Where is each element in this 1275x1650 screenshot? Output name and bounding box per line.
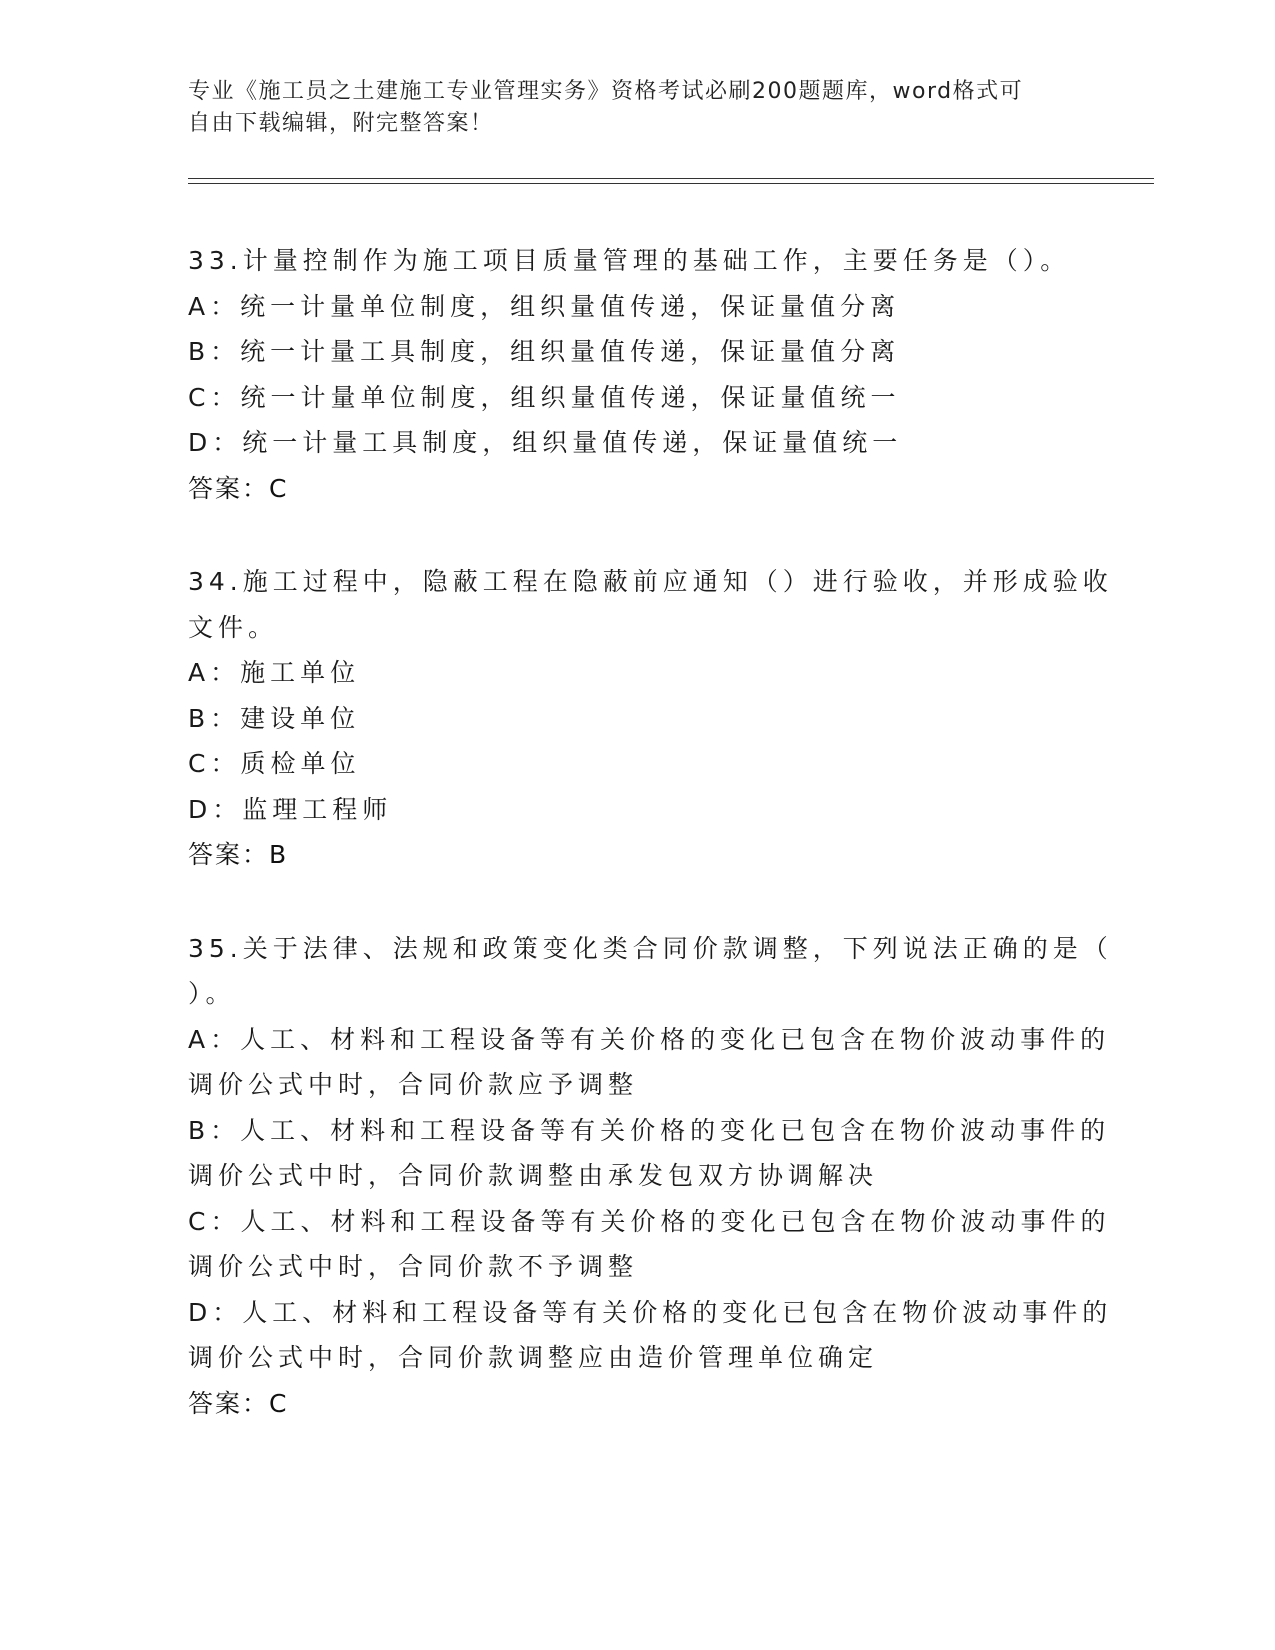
option-d-continued: 调价公式中时，合同价款调整应由造价管理单位确定 (188, 1343, 879, 1372)
question-35 (188, 926, 1113, 1427)
question-stem-continued: ）。 (188, 979, 236, 1008)
option-a: A：施工单位 (188, 658, 361, 687)
option-b: B：统一计量工具制度，组织量值传递，保证量值分离 (188, 337, 901, 366)
header-line: 自由下载编辑，附完整答案！ (188, 111, 494, 136)
answer-label: 答案：C (188, 473, 289, 503)
option-b: B：建设单位 (188, 703, 361, 733)
question-33 (188, 238, 1088, 511)
question-list (188, 238, 1113, 1474)
option-c: C：统一计量单位制度，组织量值传递，保证量值统一 (188, 382, 901, 412)
header-divider-top (188, 178, 1154, 179)
question-stem-continued: 文件。 (188, 612, 279, 642)
option-a: A：统一计量单位制度，组织量值传递，保证量值分离 (188, 291, 901, 321)
option-b: B：人工、材料和工程设备等有关价格的变化已包含在物价波动事件的 (188, 1115, 1111, 1145)
option-c-continued: 调价公式中时，合同价款不予调整 (188, 1252, 639, 1281)
header-line: 专业《施工员之土建施工专业管理实务》资格考试必刷200题题库，word格式可 (188, 79, 1024, 104)
question-stem: 35.关于法律、法规和政策变化类合同价款调整，下列说法正确的是（ (188, 933, 1113, 963)
answer-label: 答案：B (188, 840, 289, 869)
option-d: D：监理工程师 (188, 794, 393, 824)
question-stem: 33.计量控制作为施工项目质量管理的基础工作，主要任务是（）。 (188, 246, 1071, 275)
document-header (188, 76, 1068, 140)
question-stem: 34.施工过程中，隐蔽工程在隐蔽前应通知（）进行验收，并形成验收 (188, 567, 1113, 596)
header-divider-bottom (188, 183, 1154, 184)
option-a-continued: 调价公式中时，合同价款应予调整 (188, 1070, 639, 1099)
question-34 (188, 559, 1113, 878)
option-d: D：统一计量工具制度，组织量值传递，保证量值统一 (188, 428, 903, 457)
option-d: D：人工、材料和工程设备等有关价格的变化已包含在物价波动事件的 (188, 1297, 1113, 1327)
option-b-continued: 调价公式中时，合同价款调整由承发包双方协调解决 (188, 1161, 879, 1190)
option-c: C：人工、材料和工程设备等有关价格的变化已包含在物价波动事件的 (188, 1206, 1111, 1236)
option-c: C：质检单位 (188, 749, 361, 778)
answer-label: 答案：C (188, 1388, 289, 1418)
option-a: A：人工、材料和工程设备等有关价格的变化已包含在物价波动事件的 (188, 1024, 1111, 1054)
